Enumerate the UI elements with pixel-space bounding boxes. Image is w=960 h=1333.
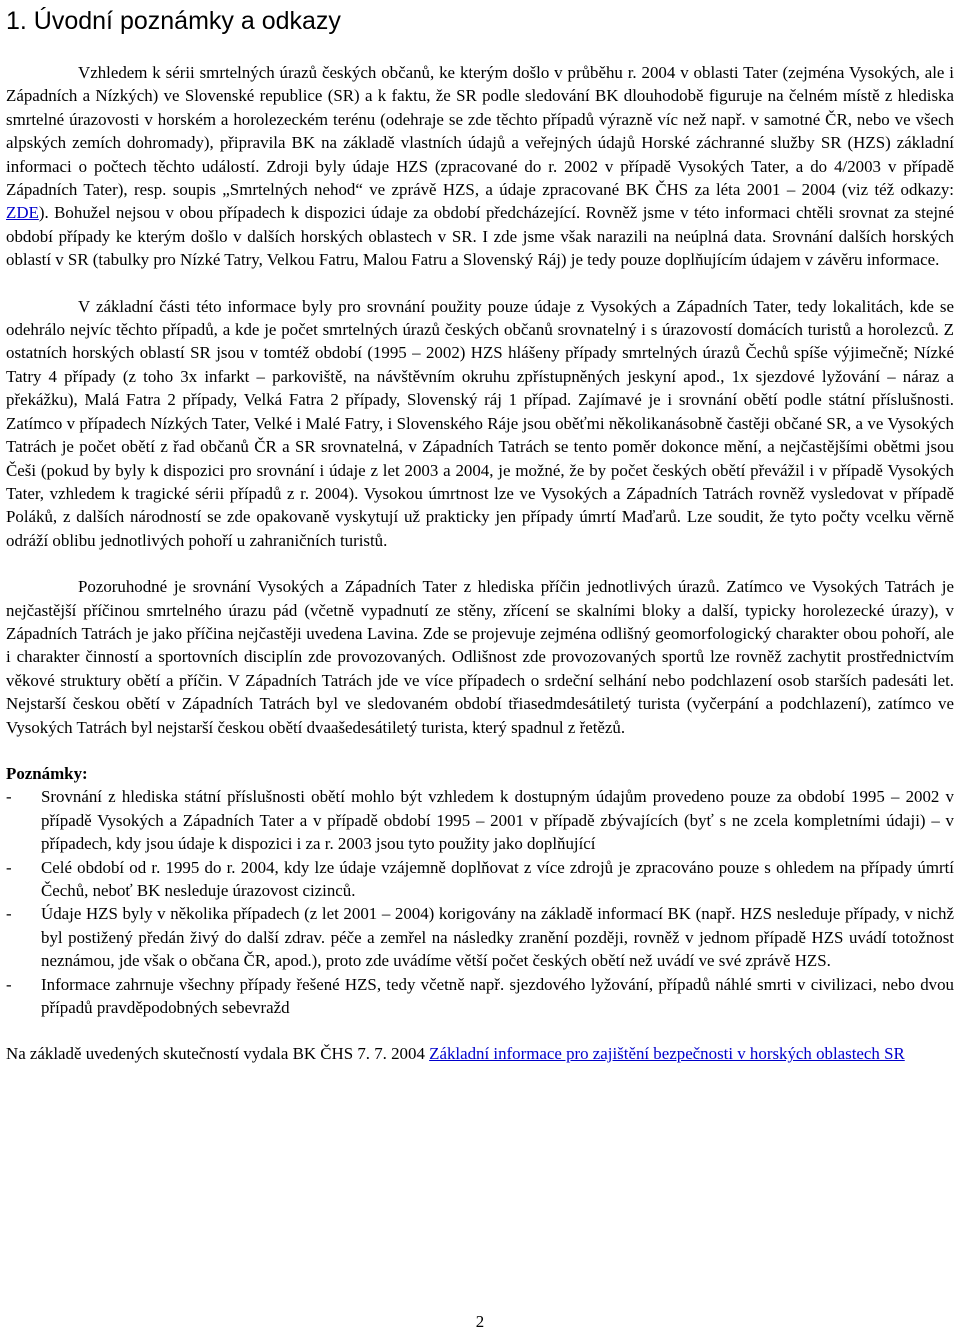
intro-text-1: Vzhledem k sérii smrtelných úrazů českých občanů, ke kterým došlo v průběhu r. 2004 v oblasti Tater (zejména Vysokých, ale i Západních a Nízkých) ve Slovenské republice (SR) a k faktu, že SR podle sledování BK dlouhodobě figuruje na čelném místě z hlediska smrtelné úrazovosti v horském a horolezeckém terénu (odehraje se zde těchto případů výrazně víc než např. v samotné ČR, nebo ve všech alpských zemích dohromady), připravila BK na základě vlastních údajů a veřejných údajů Horské záchranné služby SR (HZS) základní informaci o počtech těchto událostí. Zdroji byly údaje HZS (zpracované do r. 2002 v případě Vysokých Tater, a do 4/2003 v případě Západních Tater), resp. soupis „Smrtelných nehod“ ve zprávě HZS, a údaje zpracované BK ČHS za léta 2001 – 2004 (viz též odkazy:	[6, 63, 954, 200]
closing-paragraph	[6, 1042, 954, 1065]
note-text: Údaje HZS byly v několika případech (z let 2001 – 2004) korigovány na základě informací BK (např. HZS nesleduje případy, v nichž byl postižený předán živý do další zdrav. péče a zemřel na následky zranění později, rovněž v jednom případě HZS uvádí totožnost neznámou, jde však o občana ČR, apod.), proto zde uvádíme větší počet českých obětí než uvádí ve své zprávě HZS.	[41, 904, 954, 971]
intro-text-2: ). Bohužel nejsou v obou případech k dispozici údaje za období předcházející. Rovněž jsme v této informaci chtěli srovnat za stejné období případy ke kterým došlo v dalších horských oblastech v SR. I zde jsme však narazili na neúplná data. Srovnání dalších horských oblastí v SR (tabulky pro Nízké Tatry, Velkou Fatru, Malou Fatru a Slovenský Ráj) je tedy pouze doplňujícím údajem v závěru informace.	[6, 203, 954, 270]
note-dash: -	[6, 974, 12, 994]
note-text: Celé období od r. 1995 do r. 2004, kdy lze údaje vzájemně doplňovat z více zdrojů je zpracováno pouze s ohledem na případy úmrtí Čechů, neboť BK nesleduje úrazovost cizinců.	[41, 857, 954, 900]
note-item	[6, 856, 954, 903]
note-dash: -	[6, 787, 12, 807]
intro-paragraph	[6, 61, 954, 272]
note-dash: -	[6, 904, 12, 924]
note-text: Srovnání z hlediska státní příslušnosti obětí mohlo být vzhledem k dostupným údajům provedeno pouze za období 1995 – 2002 v případě Vysokých a Západních Tater a v případě období 1995 – 2001 v případě zbývajících (byť s ne zcela kompletními údaji) – v případech, kdy jsou údaje k dispozici i za r. 2003 jsou tyto použity jako doplňující	[41, 787, 954, 854]
causes-paragraph: Pozoruhodné je srovnání Vysokých a Západních Tater z hlediska příčin jednotlivých úrazů. Zatímco ve Vysokých Tatrách je nejčastější příčinou smrtelného úrazu pád (včetně vypadnutí ze stěny, zřícení se skalními bloky a další, typicky horolezecké úrazy), v Západních Tatrách je jako příčina nejčastěji uvedena Lavina. Zde se projevuje zejména odlišný geomorfologický charakter obou pohoří, ale i charakter činností a sportovních disciplín zde provozovaných. Odlišnost zde provozovaných sportů lze rovněž zachytit prostřednictvím věkové struktury obětí a příčin. V Západních Tatrách jde ve více případech o srdeční selhání nebo podchlazení osob starších padesáti let. Nejstarší českou obětí v Západních Tatrách byl ve sledovaném období třiasedmdesátiletý turista (vyčerpání a podchlazení), zatímco ve Vysokých Tatrách byl nejstarší českou obětí dvaašedesátiletý turista, který spadnul z řetězů.	[6, 577, 954, 737]
closing-text: Na základě uvedených skutečností vydala BK ČHS 7. 7. 2004	[6, 1044, 430, 1064]
zde-link[interactable]: ZDE	[6, 203, 39, 223]
basic-information-link[interactable]: Základní informace pro zajištění bezpečnosti v horských oblastech SR	[429, 1044, 905, 1064]
note-text: Informace zahrnuje všechny případy řešené HZS, tedy včetně např. sjezdového lyžování, případů náhlé smrti v civilizaci, nebo dvou případů pravděpodobných sebevražd	[41, 974, 954, 1018]
note-dash: -	[6, 857, 12, 877]
notes-list	[6, 785, 954, 1019]
page-number: 2	[475, 1312, 485, 1331]
notes-heading: Poznámky:	[6, 763, 88, 783]
note-item	[6, 785, 954, 855]
note-item	[6, 902, 954, 972]
note-item	[6, 973, 954, 1020]
main-comparison-paragraph: V základní části této informace byly pro srovnání použity pouze údaje z Vysokých a Západních Tater, tedy lokalitách, kde se odehrálo nejvíc těchto případů, a kde je počet smrtelných úrazů českých občanů srovnatelný i s úrazovostí domácích turistů a horolezců. Z ostatních horských oblastí SR jsou v tomtéž období (1995 – 2002) HZS hlášeny případy smrtelných úrazů Čechů spíše výjimečně; Nízké Tatry 4 případy (z toho 3x infarkt – parkoviště, na návštěvním okruhu zpřístupněných jeskyní apod., 1x sjezdové lyžování – náraz a překážku), Malá Fatra 2 případy, Velká Fatra 2 případy, Slovenský ráj 1 případ. Zajímavé je i srovnání obětí podle státní příslušnosti. Zatímco v případech Nízkých Tater, Velké i Malé Fatry, i Slovenského Ráje jsou oběťmi několikanásobně častěji občané SR, a ve Vysokých Tatrách je počet obětí z řad občanů ČR a SR srovnatelná, v Západních Tatrách se tento poměr dokonce mění, a nejčastějšími obětmi jsou Češi (pokud by byly k dispozici pro srovnání i údaje z let 2003 a 2004, je možné, že by počet českých obětí převážil i v případě Vysokých Tater, vzhledem k tragické sérii případů z r. 2004). Vysokou úmrtnost lze ve Vysokých a Západních Tatrách rovněž vysledovat v případě Poláků, z dalších národností se zde opakovaně vyskytují už prakticky jen případy úmrtí Maďarů. Lze soudit, že tyto počty vcelku věrně odráží oblibu jednotlivých pohoří u zahraničních turistů.	[6, 296, 954, 550]
section-heading: 1. Úvodní poznámky a odkazy	[6, 7, 341, 35]
